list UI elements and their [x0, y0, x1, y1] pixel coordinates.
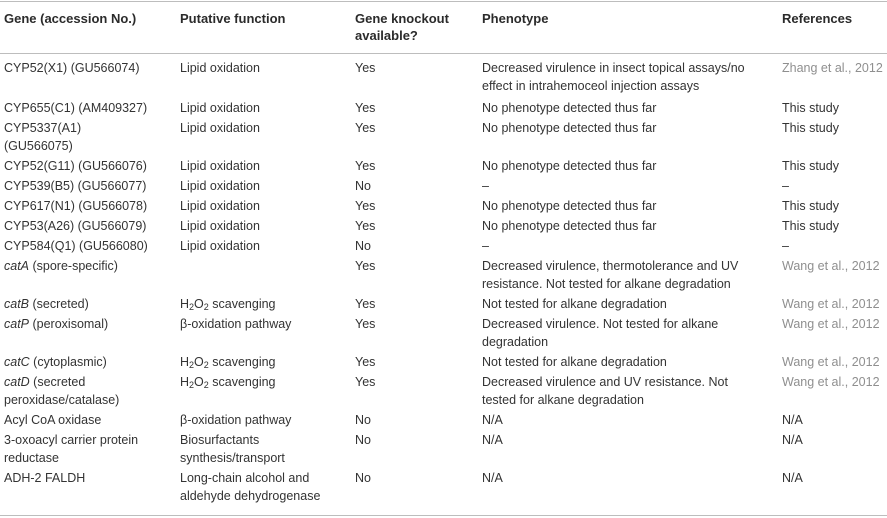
cell-function: [180, 237, 350, 255]
cell-gene: [4, 469, 174, 487]
cell-gene: [4, 373, 174, 409]
cell-function: [180, 119, 350, 137]
cell-phenotype: [482, 431, 777, 449]
cell-knockout: No: [355, 433, 371, 447]
cell-function: [180, 353, 350, 371]
function-text: scavenging: [208, 297, 276, 311]
cell-function: [180, 295, 350, 313]
phenotype-line: resistance. Not tested for alkane degradation: [482, 277, 731, 291]
cell-function: [180, 177, 350, 195]
gene-line: CYP5337(A1): [4, 121, 82, 135]
cell-phenotype: [482, 59, 777, 95]
cell-reference: Zhang et al., 2012: [782, 61, 883, 75]
gene-note: (cytoplasmic): [29, 355, 107, 369]
gene-symbol: catP: [4, 317, 30, 331]
table-row: [0, 119, 887, 157]
header-references: References: [782, 11, 853, 26]
function-line: Lipid oxidation: [180, 121, 260, 135]
function-line: Biosurfactants: [180, 433, 260, 447]
cell-function: [180, 431, 350, 467]
gene-line: ADH-2 FALDH: [4, 471, 86, 485]
cell-knockout: No: [355, 413, 371, 427]
cell-knockout: Yes: [355, 375, 376, 389]
gene-line: [4, 353, 174, 371]
cell-function: [180, 315, 350, 333]
table-row: [0, 59, 887, 99]
function-line: Long-chain alcohol and: [180, 471, 310, 485]
cell-knockout: Yes: [355, 355, 376, 369]
phenotype-line: tested for alkane degradation: [482, 393, 644, 407]
table-row: [0, 237, 887, 257]
formula-o: O: [194, 375, 204, 389]
cell-knockout: Yes: [355, 259, 376, 273]
header-knockout-line1: Gene knockout: [355, 11, 449, 26]
cell-phenotype: [482, 237, 777, 255]
function-line: aldehyde dehydrogenase: [180, 489, 321, 503]
function-line: Lipid oxidation: [180, 219, 260, 233]
phenotype-line: –: [482, 239, 489, 253]
function-text: scavenging: [208, 355, 276, 369]
phenotype-line: Not tested for alkane degradation: [482, 355, 667, 369]
cell-knockout: No: [355, 179, 371, 193]
cell-function: [180, 411, 350, 429]
gene-line: reductase: [4, 451, 59, 465]
cell-knockout: No: [355, 471, 371, 485]
formula-o: O: [194, 355, 204, 369]
formula-h: H: [180, 375, 190, 389]
formula-sub: 2: [189, 380, 195, 390]
gene-line: Acyl CoA oxidase: [4, 413, 102, 427]
cell-function: [180, 217, 350, 235]
cell-gene: [4, 99, 174, 117]
formula-h: H: [180, 355, 190, 369]
gene-line: [4, 257, 174, 275]
phenotype-line: No phenotype detected thus far: [482, 159, 657, 173]
cell-gene: [4, 119, 174, 155]
phenotype-line: No phenotype detected thus far: [482, 101, 657, 115]
cell-gene: [4, 257, 174, 275]
gene-line: CYP584(Q1) (GU566080): [4, 239, 148, 253]
cell-phenotype: [482, 469, 777, 487]
formula-sub: 2: [189, 360, 195, 370]
header-knockout-line2: available?: [355, 28, 418, 43]
phenotype-line: No phenotype detected thus far: [482, 199, 657, 213]
function-line: [180, 373, 350, 391]
function-line: Lipid oxidation: [180, 199, 260, 213]
cell-knockout: Yes: [355, 61, 376, 75]
cell-reference: This study: [782, 121, 839, 135]
table-row: [0, 469, 887, 507]
table-row: [0, 197, 887, 217]
gene-line: CYP53(A26) (GU566079): [4, 219, 147, 233]
cell-gene: [4, 315, 174, 333]
cell-reference: This study: [782, 199, 839, 213]
table-row: [0, 411, 887, 431]
function-line: β-oxidation pathway: [180, 317, 292, 331]
formula-sub: 2: [203, 302, 209, 312]
phenotype-line: effect in intrahemoceol injection assays: [482, 79, 700, 93]
cell-function: [180, 99, 350, 117]
cell-function: [180, 157, 350, 175]
cell-phenotype: [482, 157, 777, 175]
table-row: [0, 431, 887, 469]
gene-symbol: catB: [4, 297, 30, 311]
cell-knockout: Yes: [355, 297, 376, 311]
function-line: Lipid oxidation: [180, 61, 260, 75]
header-gene: Gene (accession No.): [4, 11, 137, 26]
cell-gene: [4, 177, 174, 195]
cell-reference: Wang et al., 2012: [782, 259, 880, 273]
cell-phenotype: [482, 373, 777, 409]
cell-reference: –: [782, 179, 789, 193]
function-line: Lipid oxidation: [180, 159, 260, 173]
phenotype-line: Decreased virulence. Not tested for alkane: [482, 317, 719, 331]
cell-gene: [4, 237, 174, 255]
cell-reference: N/A: [782, 433, 803, 447]
cell-gene: [4, 353, 174, 371]
phenotype-line: degradation: [482, 335, 549, 349]
phenotype-line: Decreased virulence and UV resistance. Not: [482, 375, 728, 389]
gene-note: (secreted): [29, 297, 89, 311]
header-function: Putative function: [180, 11, 286, 26]
cell-gene: [4, 411, 174, 429]
header-knockout: [355, 10, 475, 44]
phenotype-line: No phenotype detected thus far: [482, 121, 657, 135]
gene-line: CYP655(C1) (AM409327): [4, 101, 148, 115]
cell-phenotype: [482, 411, 777, 429]
cell-function: [180, 197, 350, 215]
cell-function: [180, 469, 350, 505]
gene-line: CYP539(B5) (GU566077): [4, 179, 147, 193]
cell-gene: [4, 217, 174, 235]
table-bottom-rule: [0, 515, 887, 516]
gene-note: (peroxisomal): [29, 317, 109, 331]
table-row: [0, 315, 887, 353]
phenotype-line: –: [482, 179, 489, 193]
table-row: [0, 257, 887, 295]
cell-reference: This study: [782, 101, 839, 115]
gene-line: peroxidase/catalase): [4, 393, 120, 407]
cell-gene: [4, 197, 174, 215]
cell-phenotype: [482, 99, 777, 117]
gene-line: [4, 315, 174, 333]
gene-line: [4, 373, 174, 391]
cell-knockout: Yes: [355, 219, 376, 233]
function-line: Lipid oxidation: [180, 101, 260, 115]
formula-o: O: [194, 297, 204, 311]
cell-function: [180, 373, 350, 391]
function-line: synthesis/transport: [180, 451, 285, 465]
cell-reference: Wang et al., 2012: [782, 375, 880, 389]
table-row: [0, 157, 887, 177]
table-row: [0, 353, 887, 373]
gene-symbol: catD: [4, 375, 30, 389]
table-top-rule: [0, 1, 887, 2]
table-header-rule: [0, 53, 887, 54]
cell-knockout: Yes: [355, 199, 376, 213]
function-text: scavenging: [208, 375, 276, 389]
function-line: β-oxidation pathway: [180, 413, 292, 427]
cell-reference: Wang et al., 2012: [782, 297, 880, 311]
cell-reference: N/A: [782, 413, 803, 427]
cell-phenotype: [482, 177, 777, 195]
cell-phenotype: [482, 295, 777, 313]
table-header: [0, 6, 887, 52]
gene-note: (spore-specific): [29, 259, 118, 273]
phenotype-line: N/A: [482, 433, 503, 447]
cell-reference: This study: [782, 219, 839, 233]
formula-sub: 2: [203, 360, 209, 370]
gene-line: [4, 295, 174, 313]
function-line: Lipid oxidation: [180, 179, 260, 193]
phenotype-line: Decreased virulence, thermotolerance and UV: [482, 259, 739, 273]
gene-symbol: catC: [4, 355, 30, 369]
cell-function: [180, 59, 350, 77]
cell-gene: [4, 295, 174, 313]
function-line: Lipid oxidation: [180, 239, 260, 253]
cell-phenotype: [482, 353, 777, 371]
cell-knockout: Yes: [355, 121, 376, 135]
table-row: [0, 99, 887, 119]
gene-line: CYP52(G11) (GU566076): [4, 159, 147, 173]
gene-line: (GU566075): [4, 139, 73, 153]
cell-gene: [4, 431, 174, 467]
cell-knockout: Yes: [355, 317, 376, 331]
formula-sub: 2: [203, 380, 209, 390]
phenotype-line: Not tested for alkane degradation: [482, 297, 667, 311]
formula-sub: 2: [189, 302, 195, 312]
cell-reference: Wang et al., 2012: [782, 355, 880, 369]
cell-phenotype: [482, 257, 777, 293]
header-phenotype: Phenotype: [482, 11, 549, 26]
cell-knockout: No: [355, 239, 371, 253]
phenotype-line: No phenotype detected thus far: [482, 219, 657, 233]
phenotype-line: N/A: [482, 471, 503, 485]
table-row: [0, 373, 887, 411]
cell-knockout: Yes: [355, 159, 376, 173]
cell-phenotype: [482, 217, 777, 235]
cell-reference: N/A: [782, 471, 803, 485]
cell-phenotype: [482, 119, 777, 137]
cell-phenotype: [482, 197, 777, 215]
gene-symbol: catA: [4, 259, 30, 273]
gene-note: (secreted: [29, 375, 86, 389]
formula-h: H: [180, 297, 190, 311]
function-line: [180, 353, 350, 371]
phenotype-line: Decreased virulence in insect topical assays/no: [482, 61, 745, 75]
cell-gene: [4, 157, 174, 175]
table-row: [0, 217, 887, 237]
cell-reference: This study: [782, 159, 839, 173]
cell-gene: [4, 59, 174, 77]
table-row: [0, 177, 887, 197]
table-body: [0, 59, 887, 507]
phenotype-line: N/A: [482, 413, 503, 427]
gene-line: CYP617(N1) (GU566078): [4, 199, 148, 213]
table-row: [0, 295, 887, 315]
cell-phenotype: [482, 315, 777, 351]
cell-knockout: Yes: [355, 101, 376, 115]
gene-line: CYP52(X1) (GU566074): [4, 61, 140, 75]
gene-line: 3-oxoacyl carrier protein: [4, 433, 139, 447]
function-line: [180, 295, 350, 313]
cell-reference: –: [782, 239, 789, 253]
cell-reference: Wang et al., 2012: [782, 317, 880, 331]
